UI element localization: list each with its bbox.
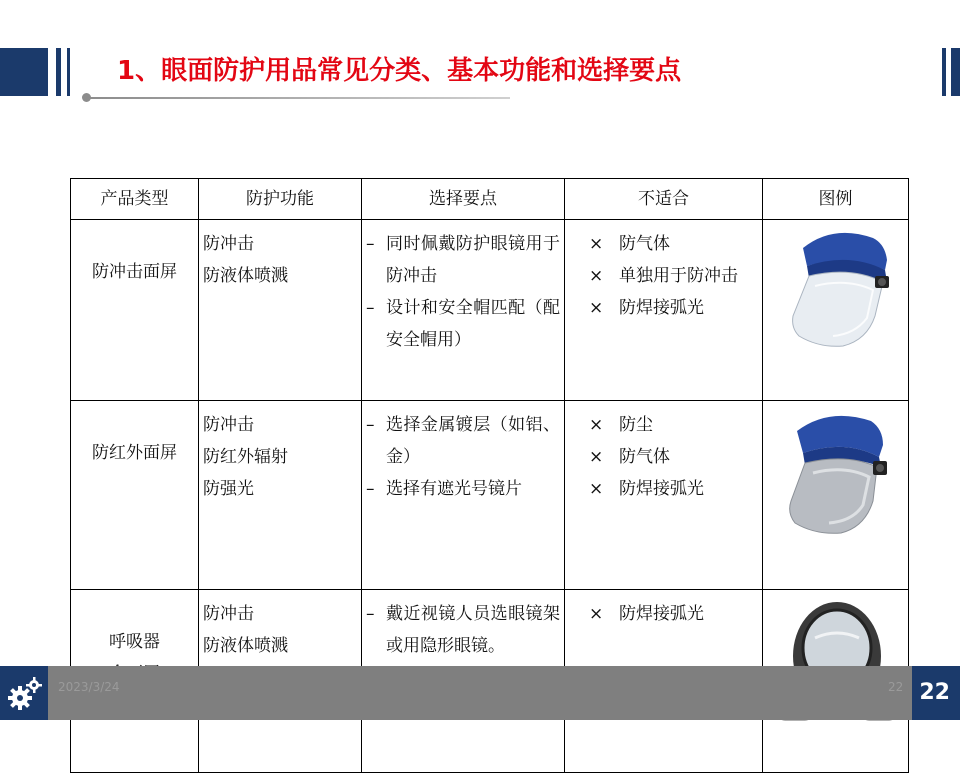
function-item: 防红外辐射 — [203, 447, 288, 467]
function-cell — [199, 401, 362, 590]
x-mark-icon: × — [589, 447, 604, 467]
title-underline — [86, 97, 510, 99]
face-shield-tinted-icon — [763, 401, 909, 553]
selection-item — [366, 598, 560, 662]
gear-icon — [6, 674, 44, 712]
illustration-cell — [763, 401, 909, 590]
selection-text: 同时佩戴防护眼镜用于防冲击 — [386, 234, 560, 286]
dash-symbol: – — [366, 604, 375, 624]
table-row — [71, 401, 909, 590]
not-suitable-text: 防尘 — [619, 415, 653, 435]
header-bars-left — [0, 48, 75, 96]
not-suitable-item — [569, 441, 758, 473]
header-selection: 选择要点 — [362, 179, 565, 220]
function-cell — [199, 220, 362, 401]
dash-symbol: – — [366, 234, 375, 254]
not-suitable-text: 单独用于防冲击 — [619, 266, 738, 286]
not-suitable-item — [569, 409, 758, 441]
x-mark-icon: × — [589, 415, 604, 435]
function-item: 防冲击 — [203, 415, 254, 435]
dash-symbol: – — [366, 479, 375, 499]
x-mark-icon: × — [589, 479, 604, 499]
header-bar-stripe — [67, 48, 70, 96]
not-suitable-item — [569, 292, 758, 324]
not-suitable-cell — [565, 220, 763, 401]
footer-bar — [0, 666, 960, 720]
footer-logo-box — [0, 666, 48, 720]
header-bars-right — [942, 48, 960, 96]
selection-item — [366, 473, 560, 505]
not-suitable-text: 防气体 — [619, 234, 670, 254]
selection-item — [366, 409, 560, 473]
dash-symbol: – — [366, 298, 375, 318]
header-product-type: 产品类型 — [71, 179, 199, 220]
not-suitable-text: 防焊接弧光 — [619, 479, 704, 499]
not-suitable-item — [569, 598, 758, 630]
product-type-cell — [71, 220, 199, 401]
not-suitable-item — [569, 260, 758, 292]
selection-item — [366, 228, 560, 292]
selection-item — [366, 292, 560, 356]
function-item: 防液体喷溅 — [203, 636, 288, 656]
not-suitable-text: 防焊接弧光 — [619, 604, 704, 624]
header-bar-block — [951, 48, 960, 96]
selection-cell — [362, 220, 565, 401]
product-type-cell — [71, 401, 199, 590]
product-type-line: 呼吸器 — [109, 632, 160, 652]
selection-text: 设计和安全帽匹配（配安全帽用） — [386, 298, 560, 350]
header-bar-stripe — [942, 48, 946, 96]
slide-title: 1、眼面防护用品常见分类、基本功能和选择要点 — [117, 56, 682, 86]
dash-symbol: – — [366, 415, 375, 435]
face-shield-clear-icon — [763, 220, 909, 364]
not-suitable-text: 防焊接弧光 — [619, 298, 704, 318]
function-item: 防液体喷溅 — [203, 266, 288, 286]
x-mark-icon: × — [589, 234, 604, 254]
illustration-cell — [763, 220, 909, 401]
function-item: 防冲击 — [203, 234, 254, 254]
not-suitable-item — [569, 228, 758, 260]
page-number: 22 — [919, 680, 950, 705]
header-illustration: 图例 — [763, 179, 909, 220]
not-suitable-item — [569, 473, 758, 505]
x-mark-icon: × — [589, 298, 604, 318]
page-number-box — [912, 666, 960, 720]
footer-date: 2023/3/24 — [58, 680, 120, 694]
function-item: 防冲击 — [203, 604, 254, 624]
selection-cell — [362, 401, 565, 590]
product-type: 防冲击面屏 — [92, 262, 177, 282]
table-row — [71, 220, 909, 401]
not-suitable-cell — [565, 401, 763, 590]
product-type: 防红外面屏 — [92, 443, 177, 463]
not-suitable-text: 防气体 — [619, 447, 670, 467]
header-function: 防护功能 — [199, 179, 362, 220]
function-item: 防强光 — [203, 479, 254, 499]
selection-text: 选择金属镀层（如铝、金） — [386, 415, 560, 467]
header-not-suitable: 不适合 — [565, 179, 763, 220]
header-bar-stripe — [56, 48, 61, 96]
header-bar-block — [0, 48, 48, 96]
selection-text: 选择有遮光号镜片 — [386, 479, 522, 499]
x-mark-icon: × — [589, 266, 604, 286]
table-header-row — [71, 179, 909, 220]
footer-page-faint: 22 — [888, 680, 904, 694]
x-mark-icon: × — [589, 604, 604, 624]
selection-text: 戴近视镜人员选眼镜架或用隐形眼镜。 — [386, 604, 560, 656]
